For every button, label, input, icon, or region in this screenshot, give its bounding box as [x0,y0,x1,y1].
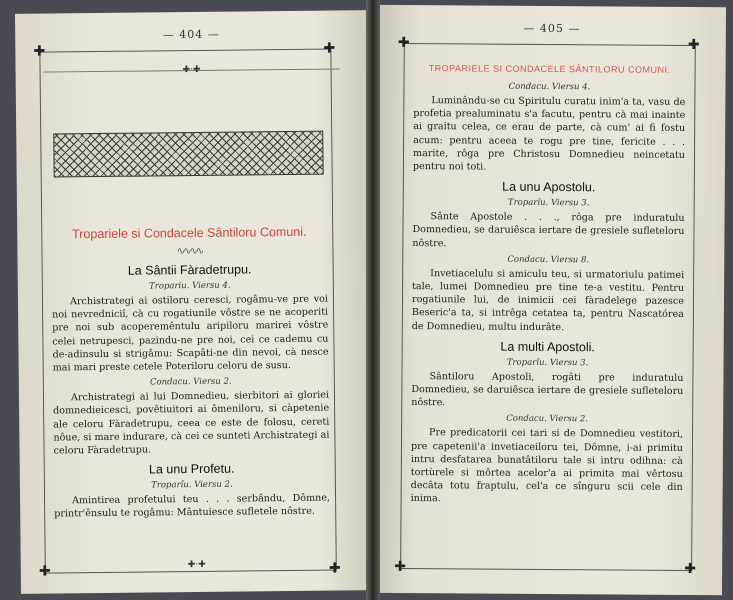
running-header: TROPARIELE SI CONDACELE SÂNTILORU COMUNI. [428,63,671,75]
footer-ornament-icon: ✚·✚ [187,559,206,571]
kontakion-text: Archistrategi ai lui Domnedieu, sierbitori ai gloriei domnedieicesci, povêtiuitori ai ômeniloru, si càpetenie ale celoru Fàradetrupu, ceea ce este de folosu, cereti nôue, si mare indurare, cà cei ce sunteti Archistrategi ai celoru Fàradetrupu. [53,389,330,457]
section-heading: La unu Apostolu. [502,179,596,195]
corner-ornament-icon: ✚ [687,36,700,54]
troparion-text: Archistrategi ai ostiloru ceresci, rogâmu-ve pre voi noi nevredniciî, cà cu rogatiunile vôstre se ne acoperiti pre noi sub acoperemêntulu aripiloru marirei vôstre celei netrupesci, pazindu-ne pre noi, cei ce cademu cu de-adinsulu si strigâmu: Scapâti-ne din nevoi, cà nesce mai mari preste cetele Poteriloru celoru de susu. [52,293,329,374]
troparion-label: Troparîu. Viersu 3. [507,197,590,209]
page-number-left: — 404 — [162,27,220,42]
corner-ornament-icon: ✚ [397,34,410,52]
left-content [50,83,331,522]
section-heading: La multi Apostoli. [500,339,595,355]
corner-ornament-icon: ✚ [33,43,46,60]
squiggle-divider-icon: ∿∿∿∿ [176,245,203,258]
troparion-text: Sântiloru Apostoli, rogâti pre induratulu Domnedieu, se daruiêsca iertare de gresiele sufleteloru nôstre. [411,371,684,409]
kontakion-label: Condacu. Viersu 4. [508,81,591,93]
book-gutter [366,0,380,600]
kontakion-label: Condacu. Viersu 2. [506,414,589,425]
right-page [374,5,726,595]
right-content [410,63,686,508]
page-number-right: — 405 — [523,21,581,36]
corner-ornament-icon: ✚ [328,560,341,577]
decorative-band [53,131,323,178]
left-page [15,10,373,594]
troparion-text: Sânte Apostole . . ., rôga pre induratulu Domnedieu, se daruiêsca iertare de gresiele sufleteloru nôstre. [412,211,685,249]
section-heading: La Sântii Fàradetrupu. [127,262,252,278]
kontakion-text: Invetiacelulu si amiculu teu, si urmatoriulu patimei tale, lumei Domnedieu pre tine te-a vestitu. Pentru rogatiunile lui, de inimicii cei fàradelege pazesce Beseric'a ta, si intrêga cetatea ta, pentru Nascatórea de Domnedieu, multu indurâte. [411,267,685,333]
troparion-label: Troparîu. Viersu 3. [506,357,589,369]
section-heading: La unu Profetu. [148,461,235,477]
header-ornament-icon: ✚·✚ [182,64,201,76]
kontakion-text: Pre predicatorii cei tari si de Domnedieu vestitori, pre capetenii'a invetiaceiloru tei, Dômne, i-ai primitu intru desfatarea bunatâtiloru tale si intru odihna: cà tortùrele si môrtea acelor'a ai primita mai vêrtosu decâta totu fraptulu, cel'a ce sînguru scii cele din inima. [410,427,684,505]
kontakion-label: Condacu. Viersu 8. [507,254,590,266]
troparion-text: Amintirea profetului teu . . . serbându, Dômne, printr'ênsulu te rogâmu: Mântuiesce sufletele nôstre. [54,492,331,520]
kontakion-label: Condacu. Viersu 2. [149,376,232,388]
chapter-title: Tropariele si Condacele Sântiloru Comuni. [72,224,307,242]
kontakion-text: Luminându-se cu Spiritulu curatu inim'a ta, vasu de profetia prealuminatu s'a facutu, pentru cà mai inainte ai graitu celea, ce erau de parte, cà cum' ai fi fostu acum: pentru aceea te rogu pre tine, fericite . . . marite, rôga pre Christosu Domnedieu neincetatu pentru noi toti. [412,95,686,173]
troparion-label: Troparîu. Viersu 2. [151,479,233,491]
corner-ornament-icon: ✚ [38,563,51,580]
corner-ornament-icon: ✚ [323,40,336,57]
corner-ornament-icon: ✚ [684,560,697,578]
troparion-label: Tropariu. Viersu 4. [149,280,231,292]
corner-ornament-icon: ✚ [394,558,407,576]
